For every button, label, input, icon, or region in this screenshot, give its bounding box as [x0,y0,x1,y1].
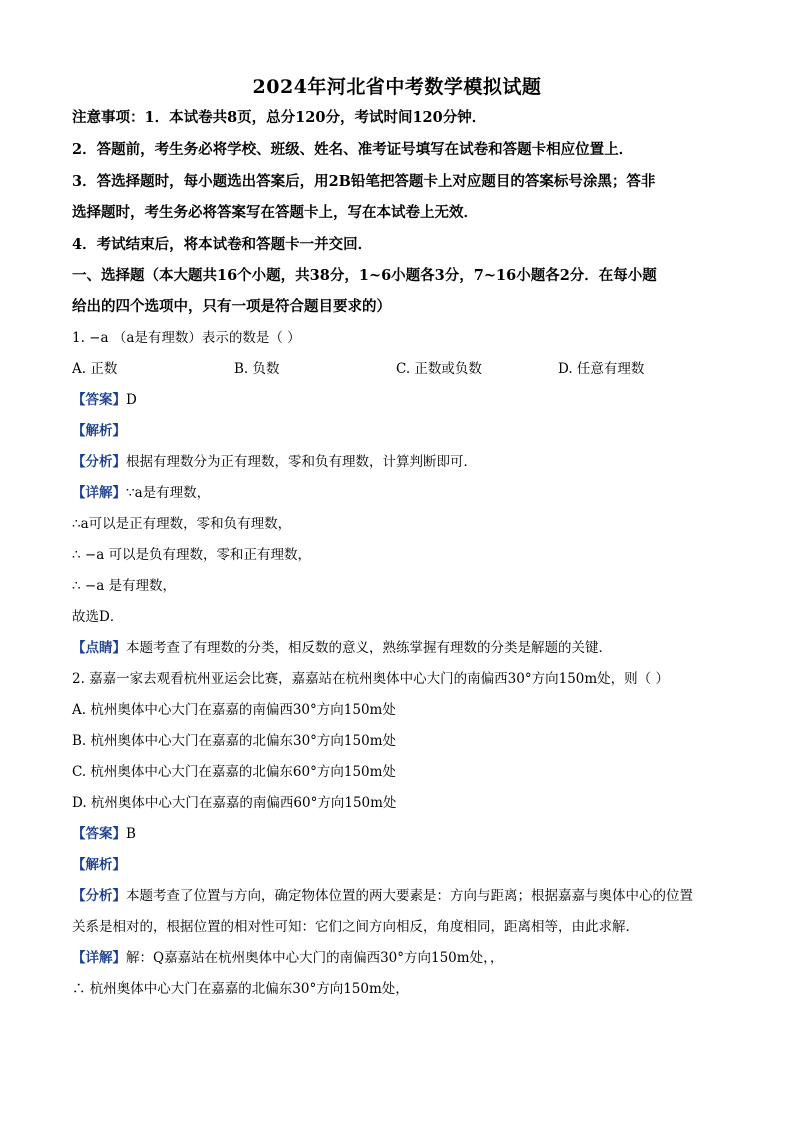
q1-option-b: B. 负数 [234,361,280,377]
q1-option-a: A. 正数 [72,361,118,377]
section-heading-line-2: 给出的四个选项中，只有一项是符合题目要求的） [72,298,391,315]
q1-step-2: ∴ −a 可以是负有理数，零和正有理数， [72,547,312,563]
answer-value: D [126,392,137,408]
q1-fenxi [72,452,732,472]
answer-tag: 【答案】 [72,826,126,842]
q2-option-c: C. 杭州奥体中心大门在嘉嘉的北偏东60°方向150m处 [72,764,396,780]
fenxi-tag: 【分析】 [72,454,126,470]
page-title: 2024年河北省中考数学模拟试题 [252,76,542,98]
q2-option-a: A. 杭州奥体中心大门在嘉嘉的南偏西30°方向150m处 [72,702,396,718]
fenxi-text: 根据有理数分为正有理数，零和负有理数，计算判断即可． [126,454,477,470]
q1-xiangjie [72,483,732,503]
fenxi-tag: 【分析】 [72,888,126,904]
note-3-line-1: 3．答选择题时，每小题选出答案后，用2B铅笔把答题卡上对应题目的答案标号涂黑；答非 [72,173,656,190]
answer-value: B [126,826,136,842]
q1-dianjing [72,638,732,658]
dianjing-tag: 【点睛】 [72,640,126,656]
analysis-tag: 【解析】 [72,857,126,873]
note-1: 注意事项：1．本试卷共8页，总分120分，考试时间120分钟． [72,109,487,126]
analysis-tag: 【解析】 [72,423,126,439]
q2-option-d: D. 杭州奥体中心大门在嘉嘉的南偏西60°方向150m处 [72,795,397,811]
q1-step-3: ∴ −a 是有理数， [72,578,177,594]
q2-fenxi-line-2: 关系是相对的，根据位置的相对性可知：它们之间方向相反，角度相同，距离相等，由此求解． [72,919,639,935]
xiangjie-text: 解：Q嘉嘉站在杭州奥体中心大门的南偏西30°方向150m处，， [126,950,504,966]
xiangjie-tag: 【详解】 [72,950,126,966]
q1-step-1: ∴a可以是正有理数，零和负有理数， [72,516,292,532]
q2-analysis [72,855,732,875]
q2-option-b: B. 杭州奥体中心大门在嘉嘉的北偏东30°方向150m处 [72,733,396,749]
q1-step-4: 故选D． [72,609,124,625]
q1-option-c: C. 正数或负数 [396,361,482,377]
section-heading-line-1: 一、选择题（本大题共16个小题，共38分，1~6小题各3分，7~16小题各2分．在每小题 [72,267,657,284]
note-3-line-2: 选择题时，考生务必将答案写在答题卡上，写在本试卷上无效． [72,204,478,221]
fenxi-text: 本题考查了位置与方向，确定物体位置的两大要素是：方向与距离；根据嘉嘉与奥体中心的位置 [126,888,693,904]
note-4: 4．考试结束后，将本试卷和答题卡一并交回． [72,236,373,253]
xiangjie-tag: 【详解】 [72,485,126,501]
q1-option-d: D. 任意有理数 [558,361,645,377]
xiangjie-text: ∵a是有理数， [126,485,211,501]
question-2-stem: 2. 嘉嘉一家去观看杭州亚运会比赛，嘉嘉站在杭州奥体中心大门的南偏西30°方向150m处，则（ ） [72,671,669,687]
q2-answer [72,824,732,844]
dianjing-text: 本题考查了有理数的分类，相反数的意义，熟练掌握有理数的分类是解题的关键． [126,640,612,656]
answer-tag: 【答案】 [72,392,126,408]
q1-analysis [72,421,732,441]
q1-answer [72,390,732,410]
question-1-stem: 1. −a （a是有理数）表示的数是（ ） [72,330,301,346]
note-2: 2．答题前，考生务必将学校、班级、姓名、准考证号填写在试卷和答题卡相应位置上． [72,141,634,158]
q2-step-1: ∴ 杭州奥体中心大门在嘉嘉的北偏东30°方向150m处， [72,981,409,997]
q2-xiangjie [72,948,732,968]
q2-fenxi-line-1 [72,886,732,906]
